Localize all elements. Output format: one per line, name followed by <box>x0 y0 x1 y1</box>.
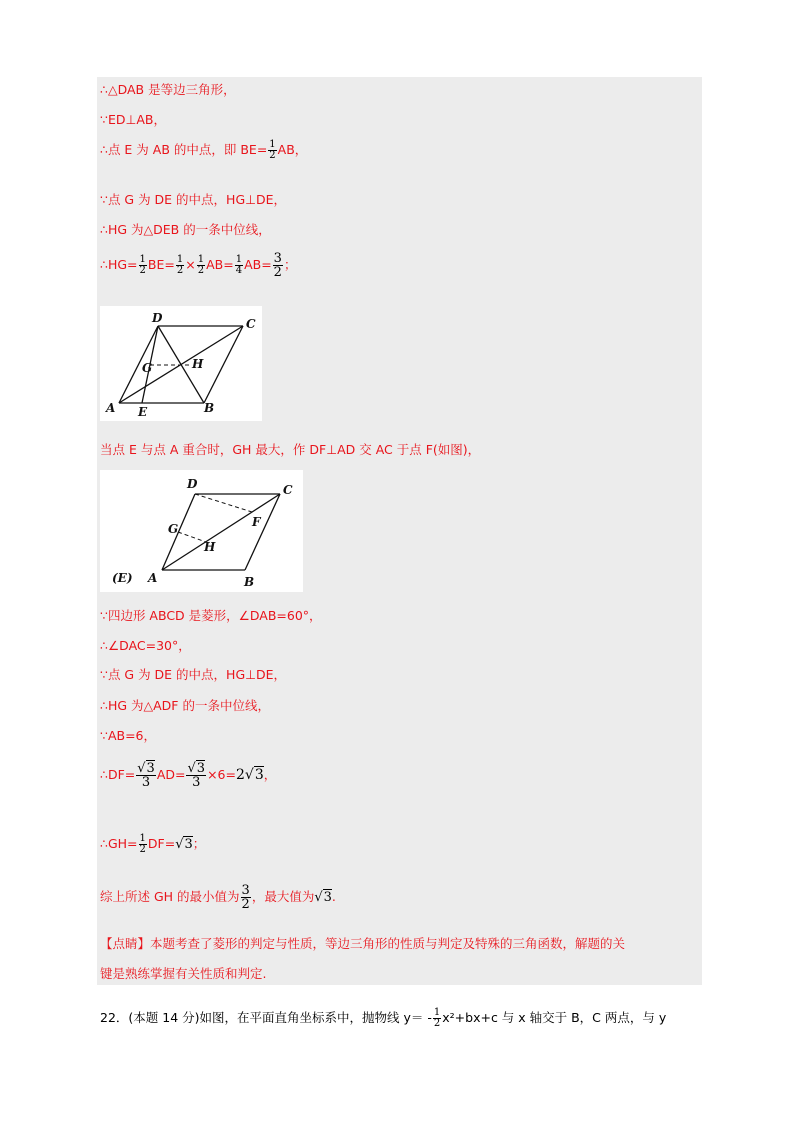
fraction: $\frac{1}{2}$ <box>269 139 276 161</box>
vertex-label-d: D <box>152 311 163 325</box>
text-line: ∵点 G 为 DE 的中点，HG⊥DE， <box>100 667 287 682</box>
vertex-label-b: B <box>204 401 215 415</box>
text-line: ∴△DAB 是等边三角形， <box>100 82 236 97</box>
fraction: $\frac{√3}{3}$ <box>187 761 206 790</box>
point-label-h: H <box>192 357 204 371</box>
text-line: 当点 E 与点 A 重合时，GH 最大，作 DF⊥AD 交 AC 于点 F(如图)， <box>100 442 481 457</box>
text-line: ∵点 G 为 DE 的中点，HG⊥DE， <box>100 192 287 207</box>
vertex-label-a: A <box>148 571 158 585</box>
point-label-e: (E) <box>112 571 133 585</box>
text-line: 综上所述 GH 的最小值为 $\frac{3}{2}$ ，最大值为√3. <box>100 883 336 912</box>
point-label-f: F <box>252 515 261 529</box>
text-line: ∴DF= $\frac{√3}{3}$ AD= $\frac{√3}{3}$ ×6=2√3， <box>100 761 277 790</box>
point-label-g: G <box>142 361 153 375</box>
text-line: ∴HG 为△DEB 的一条中位线， <box>100 222 271 237</box>
fraction: $\frac{1}{2}$ <box>197 254 205 276</box>
figure-rhombus-2 <box>100 470 303 592</box>
fraction: $\frac{√3}{3}$ <box>137 761 155 790</box>
comment-line: 【点睛】本题考查了菱形的判定与性质，等边三角形的性质与判定及特殊的三角函数，解题的关 <box>100 936 626 951</box>
text-line: ∵四边形 ABCD 是菱形，∠DAB=60°， <box>100 608 322 623</box>
vertex-label-b: B <box>244 575 255 589</box>
fraction: $\frac{3}{2}$ <box>273 251 282 280</box>
fraction: $\frac{1}{2}$ <box>433 1007 441 1029</box>
text-line: ∴HG= $\frac{1}{2}$ BE= $\frac{1}{2}$ × $\frac{1}{2}$ AB= $\frac{1}{4}$ AB= $\frac{3}{2}$ ； <box>100 251 297 280</box>
text-line: ∴∠DAC=30°， <box>100 638 191 653</box>
text-line: ∴点 E 为 AB 的中点，即 BE= $\frac{1}{2}$ AB， <box>100 139 308 161</box>
text-line: ∴HG 为△ADF 的一条中位线， <box>100 698 270 713</box>
text-line: ∵ED⊥AB， <box>100 112 166 127</box>
vertex-label-c: C <box>246 317 256 331</box>
fraction: $\frac{3}{2}$ <box>241 883 250 912</box>
vertex-label-a: A <box>106 401 116 415</box>
fraction: $\frac{1}{4}$ <box>235 254 243 276</box>
vertex-label-d: D <box>187 477 198 491</box>
point-label-g: G <box>168 522 179 536</box>
vertex-label-c: C <box>283 483 293 497</box>
text-line: ∵AB=6， <box>100 728 157 743</box>
fraction: $\frac{1}{2}$ <box>139 254 146 276</box>
comment-line: 键是熟练掌握有关性质和判定. <box>100 966 267 981</box>
question-22: 22．(本题 14 分)如图，在平面直角坐标系中，抛物线 y＝ - $\frac{1}{2}$ x²+bx+c 与 x 轴交于 B，C 两点，与 y <box>100 1007 667 1029</box>
fraction: $\frac{1}{2}$ <box>139 833 146 855</box>
point-label-e: E <box>138 405 148 419</box>
point-label-h: H <box>204 540 216 554</box>
fraction: $\frac{1}{2}$ <box>176 254 184 276</box>
text-line: ∴GH= $\frac{1}{2}$ DF=√3； <box>100 833 206 855</box>
figure-rhombus-1 <box>100 306 262 421</box>
